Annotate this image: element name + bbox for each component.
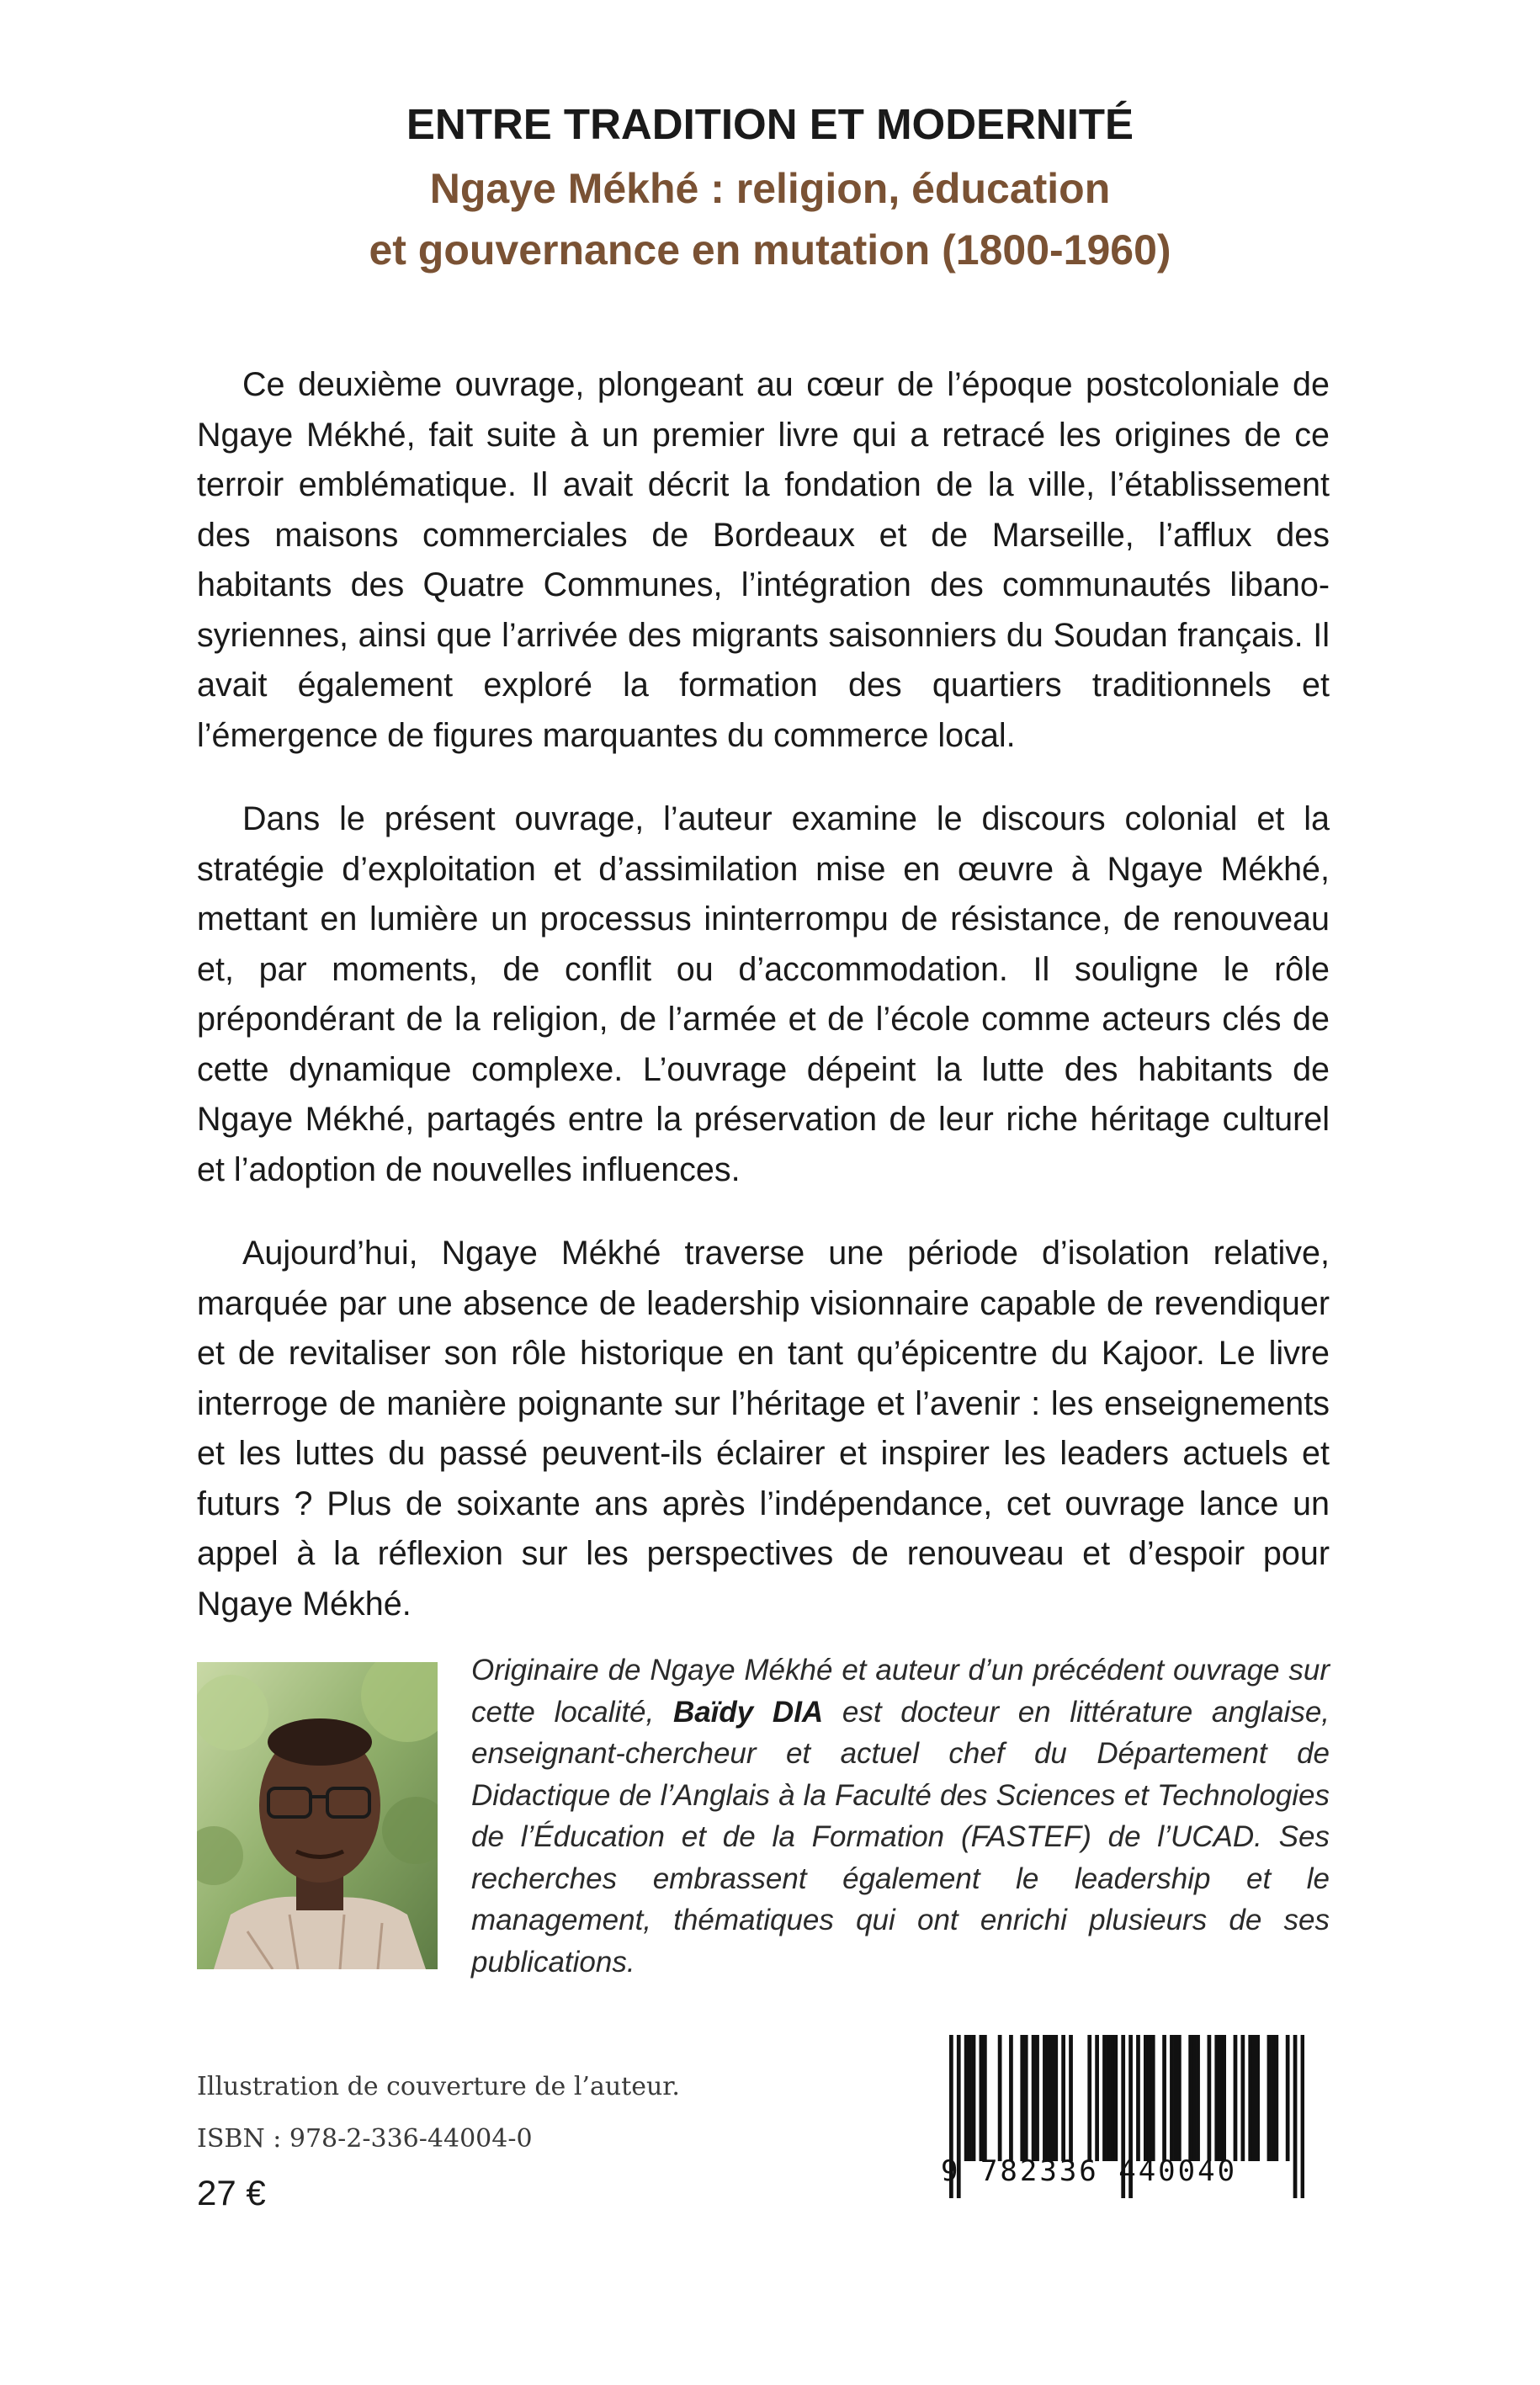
barcode-bar [1222, 2035, 1226, 2161]
barcode-bar [998, 2035, 1002, 2161]
barcode-digits: 9 782336 440040 [941, 2154, 1238, 2188]
barcode-bar [1087, 2035, 1091, 2161]
barcode-bar [1208, 2035, 1212, 2161]
barcode-bar [968, 2035, 972, 2161]
barcode-bar [1151, 2035, 1155, 2161]
barcode-bar [1162, 2035, 1166, 2161]
barcode-bar [983, 2035, 987, 2161]
price-label: 27 € [197, 2173, 266, 2212]
isbn-label: ISBN : 978-2-336-44004-0 [197, 2124, 533, 2154]
barcode-bar [980, 2035, 984, 2161]
barcode-bar [1271, 2035, 1275, 2161]
barcode-bar [1174, 2035, 1178, 2161]
barcode-bar [1050, 2035, 1054, 2161]
barcode-bar [1043, 2035, 1047, 2161]
summary-paragraph-1: Ce deuxième ouvrage, plongeant au cœur de l’époque postcoloniale de Ngaye Mékhé, fait suite à un premier livre qui a retracé les origines de ce terroir emblématique. Il avait décrit la fondation de la ville, l’établissement des maisons commerciales de Bordeaux et de Marseille, l’afflux des habitants des Quatre Communes, l’intégration des communautés libano-syriennes, ainsi que l’arrivée des migrants saisonniers du Soudan français. Il avait également exploré la formation des quartiers traditionnels et l’émergence de figures marquantes du commerce local. [197, 366, 1330, 754]
barcode-bar [1147, 2035, 1151, 2161]
author-portrait-image [197, 1662, 438, 1969]
book-subtitle-line-1: Ngaye Mékhé : religion, éducation [429, 165, 1111, 212]
barcode-bar [1032, 2035, 1036, 2161]
barcode-bar [1170, 2035, 1174, 2161]
barcode-bar [1214, 2035, 1219, 2161]
author-bio-details: est docteur en littérature anglaise, enseignant-chercheur et actuel chef du Département de Didactique de l’Anglais à la Faculté des Sciences et Technologies de l’Éducation et de la Formation (FASTEF) de l’UCAD. Ses recherches embrassent également le leadership et le management, thématiques qui ont enrichi plusieurs de ses publications. [471, 1695, 1330, 1979]
barcode-bar [1136, 2035, 1140, 2161]
barcode-bar [1196, 2035, 1200, 2161]
barcode-bar [1113, 2035, 1118, 2161]
barcode-bar [1095, 2035, 1099, 2161]
barcode-bar [1144, 2035, 1148, 2161]
barcode-bar [1054, 2035, 1058, 2161]
barcode-bar [1286, 2035, 1290, 2161]
barcode-bar [1188, 2035, 1192, 2161]
barcode-bar [972, 2035, 976, 2161]
barcode-bar [1020, 2035, 1024, 2161]
barcode-bar [1234, 2035, 1238, 2161]
author-bio [471, 1649, 1330, 1983]
barcode-bar [1192, 2035, 1197, 2161]
barcode-bar [1248, 2035, 1252, 2161]
illustration-credit: Illustration de couverture de l’auteur. [197, 2072, 680, 2101]
author-name: Baïdy DIA [672, 1695, 824, 1729]
author-bio-intro: Originaire de Ngaye Mékhé et auteur d’un précédent ouvrage sur cette localité, [471, 1654, 1330, 1729]
author-photo [197, 1662, 438, 1969]
barcode-bar [1069, 2035, 1073, 2161]
barcode-bar [1102, 2035, 1107, 2161]
book-subtitle-line-2: et gouvernance en mutation (1800-1960) [369, 226, 1171, 274]
barcode-bar [1240, 2035, 1245, 2161]
barcode-bar [1274, 2035, 1278, 2161]
barcode-bar [1107, 2035, 1111, 2161]
barcode-bar [1061, 2035, 1065, 2161]
barcode-bar [1219, 2035, 1223, 2161]
barcode-bar [1256, 2035, 1260, 2161]
barcode-bar [1046, 2035, 1050, 2161]
summary-paragraph-3: Aujourd’hui, Ngaye Mékhé traverse une période d’isolation relative, marquée par une absence de leadership visionnaire capable de revendiquer et de revitaliser son rôle historique en tant qu’épicentre du Kajoor. Le livre interroge de manière poignante sur l’héritage et l’avenir : les enseignements et les luttes du passé peuvent-ils éclairer et inspirer les leaders actuels et futurs ? Plus de soixante ans après l’indépendance, cet ouvrage lance un appel à la réflexion sur les perspectives de renouveau et d’espoir pour Ngaye Mékhé. [197, 1235, 1330, 1623]
barcode-bar [1252, 2035, 1256, 2161]
book-title: ENTRE TRADITION ET MODERNITÉ [406, 100, 1134, 148]
barcode-bar [1267, 2035, 1272, 2161]
barcode-bar [1024, 2035, 1028, 2161]
barcode-bar [1177, 2035, 1182, 2161]
summary-paragraph-2: Dans le présent ouvrage, l’auteur examine le discours colonial et la stratégie d’exploitation et d’assimilation mise en œuvre à Ngaye Mékhé, mettant en lumière un processus ininterrompu de résistance, de renouveau et, par moments, de conflit ou d’accommodation. Il souligne le rôle prépondérant de la religion, de l’armée et de l’école comme acteurs clés de cette dynamique complexe. L’ouvrage dépeint la lutte des habitants de Ngaye Mékhé, partagés entre la préservation de leur riche héritage culturel et l’adoption de nouvelles influences. [197, 800, 1330, 1188]
barcode-bar [964, 2035, 969, 2161]
barcode-bar [1110, 2035, 1114, 2161]
barcode-bar [1035, 2035, 1039, 2161]
barcode-bar [1009, 2035, 1013, 2161]
